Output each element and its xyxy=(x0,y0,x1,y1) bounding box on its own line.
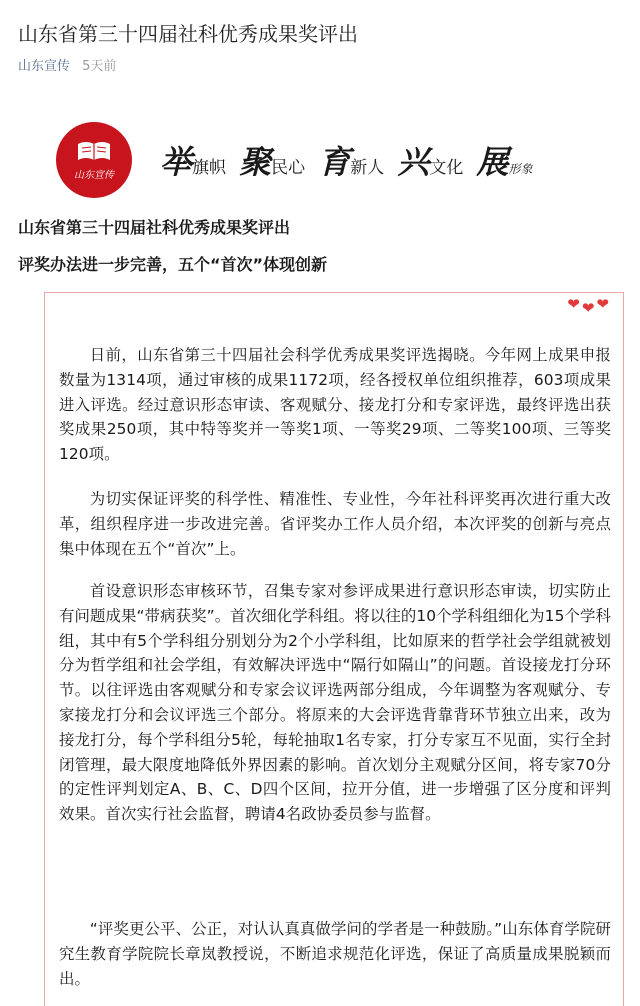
article-body-box xyxy=(44,292,624,1006)
paragraph-2: 为切实保证评奖的科学性、精准性、专业性，今年社科评奖再次进行重大改革，组织程序进一步改进完善。省评奖办工作人员介绍，本次评奖的创新与亮点集中体现在五个“首次”上。 xyxy=(59,490,611,558)
banner xyxy=(50,118,590,208)
slogan-text-1: 旗帜 xyxy=(192,158,227,178)
article-meta xyxy=(18,58,116,76)
banner-slogan xyxy=(160,142,532,189)
slogan-word-5: 展 xyxy=(476,143,509,181)
paragraph-1: 日前，山东省第三十四届社会科学优秀成果奖评选揭晓。今年网上成果申报数量为1314项，通过审核的成果1172项，经各授权单位组织推荐，603项成果进入评选。经过意识形态审读、客观赋分、接龙打分和专家评选，最终评选出获奖成果250项，其中特等奖并一等奖1项、一等奖29项、二等奖100项、三等奖120项。 xyxy=(59,346,611,464)
publish-time: 5天前 xyxy=(82,59,117,74)
slogan-word-2: 聚 xyxy=(239,143,272,181)
paragraph-3: 首设意识形态审核环节，召集专家对参评成果进行意识形态审读，切实防止有问题成果“带病获奖”。首次细化学科组。将以往的10个学科组细化为15个学科组，其中有5个学科组分别划分为2个小学科组，比如原来的哲学社会学组就被划分为哲学组和社会学组，有效解决评选中“隔行如隔山”的问题。首设接龙打分环节。以往评选由客观赋分和专家会议评选两部分组成，今年调整为客观赋分、专家接龙打分和会议评选三个部分。将原来的大会评选背靠背环节独立出来，改为接龙打分，每个学科组分5轮，每轮抽取1名专家，打分专家互不见面，实行全封闭管理，最大限度地降低外界因素的影响。首次划分主观赋分区间，将专家70分的定性评判划定A、B、C、D四个区间，拉开分值，进一步增强了区分度和评判效果。首次实行社会监督，聘请4名政协委员参与监督。 xyxy=(59,582,611,824)
article-title: 山东省第三十四届社科优秀成果奖评出 xyxy=(18,22,358,46)
slogan-text-2: 民心 xyxy=(271,158,306,178)
slogan-word-4: 兴 xyxy=(397,143,430,181)
sub-heading: 评奖办法进一步完善，五个“首次”体现创新 xyxy=(18,255,328,274)
slogan-text-3: 新人 xyxy=(350,158,385,178)
logo xyxy=(56,122,132,198)
slogan-text-5: 形象 xyxy=(508,162,533,176)
main-heading: 山东省第三十四届社科优秀成果奖评出 xyxy=(18,218,291,237)
hearts-decoration-icon: ❤❤❤ xyxy=(567,295,611,317)
open-book-icon xyxy=(76,140,112,162)
slogan-word-3: 育 xyxy=(318,143,351,181)
paragraph-4: “评奖更公平、公正，对认认真真做学问的学者是一种鼓励。”山东体育学院研究生教育学院院长章岚教授说，不断追求规范化评选，保证了高质量成果脱颖而出。 xyxy=(59,920,611,988)
account-name-link[interactable]: 山东宣传 xyxy=(18,59,71,74)
logo-text: 山东宣传 xyxy=(74,170,114,181)
slogan-text-4: 文化 xyxy=(429,158,464,178)
slogan-word-1: 举 xyxy=(160,143,193,181)
